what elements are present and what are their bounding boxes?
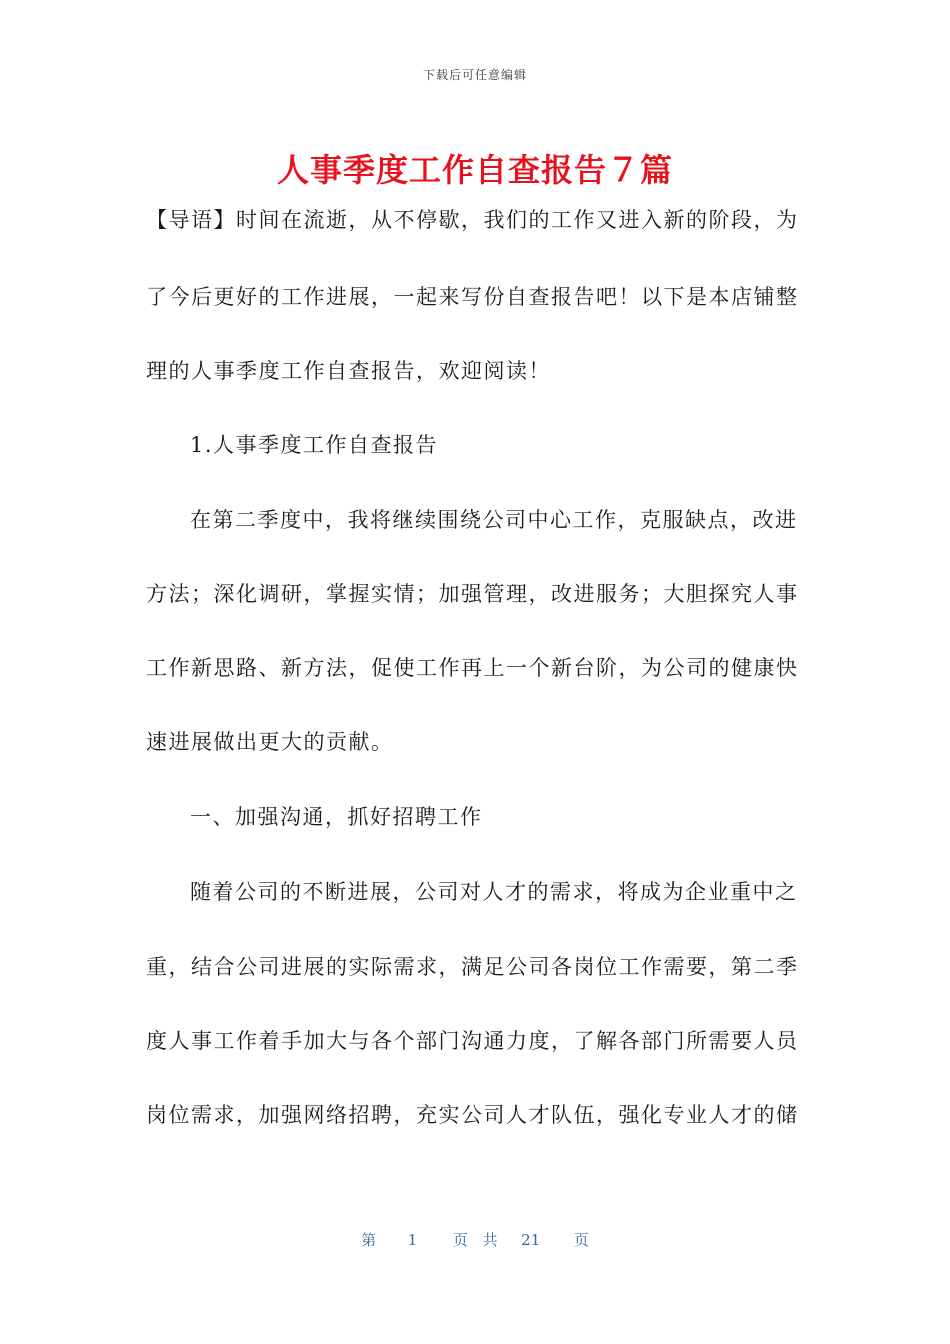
footer-of-label: 页 共 (452, 1231, 498, 1249)
intro-line-2: 了今后更好的工作进展，一起来写份自查报告吧！以下是本店铺整 (146, 285, 799, 309)
intro-line-3: 理的人事季度工作自查报告，欢迎阅读！ (146, 359, 551, 383)
page-header-note: 下载后可任意编辑 (422, 68, 527, 82)
paragraph-2-line-3: 度人事工作着手加大与各个部门沟通力度，了解各部门所需要人员 (146, 1029, 799, 1053)
footer-page-suffix: 页 (573, 1231, 589, 1249)
paragraph-1-line-1: 在第二季度中，我将继续围绕公司中心工作，克服缺点，改进 (190, 508, 798, 532)
footer-page-number: 1 (407, 1231, 418, 1249)
footer-total-pages: 21 (521, 1231, 541, 1249)
intro-line-1: 【导语】时间在流逝，从不停歇，我们的工作又进入新的阶段，为 (146, 208, 799, 232)
page-footer (0, 1229, 950, 1250)
section-heading-1: 1.人事季度工作自查报告 (190, 433, 439, 457)
paragraph-1-line-4: 速进展做出更大的贡献。 (146, 730, 394, 754)
paragraph-1-line-2: 方法；深化调研，掌握实情；加强管理，改进服务；大胆探究人事 (146, 582, 799, 606)
paragraph-1-line-3: 工作新思路、新方法，促使工作再上一个新台阶，为公司的健康快 (146, 656, 799, 680)
paragraph-2-line-2: 重，结合公司进展的实际需求，满足公司各岗位工作需要，第二季 (146, 955, 799, 979)
subsection-heading-1: 一、加强沟通，抓好招聘工作 (190, 805, 483, 829)
paragraph-2-line-1: 随着公司的不断进展，公司对人才的需求，将成为企业重中之 (190, 880, 798, 904)
paragraph-2-line-4: 岗位需求，加强网络招聘，充实公司人才队伍，强化专业人才的储 (146, 1103, 799, 1127)
document-title: 人事季度工作自查报告７篇 (276, 151, 673, 189)
footer-page-label: 第 (361, 1231, 377, 1249)
